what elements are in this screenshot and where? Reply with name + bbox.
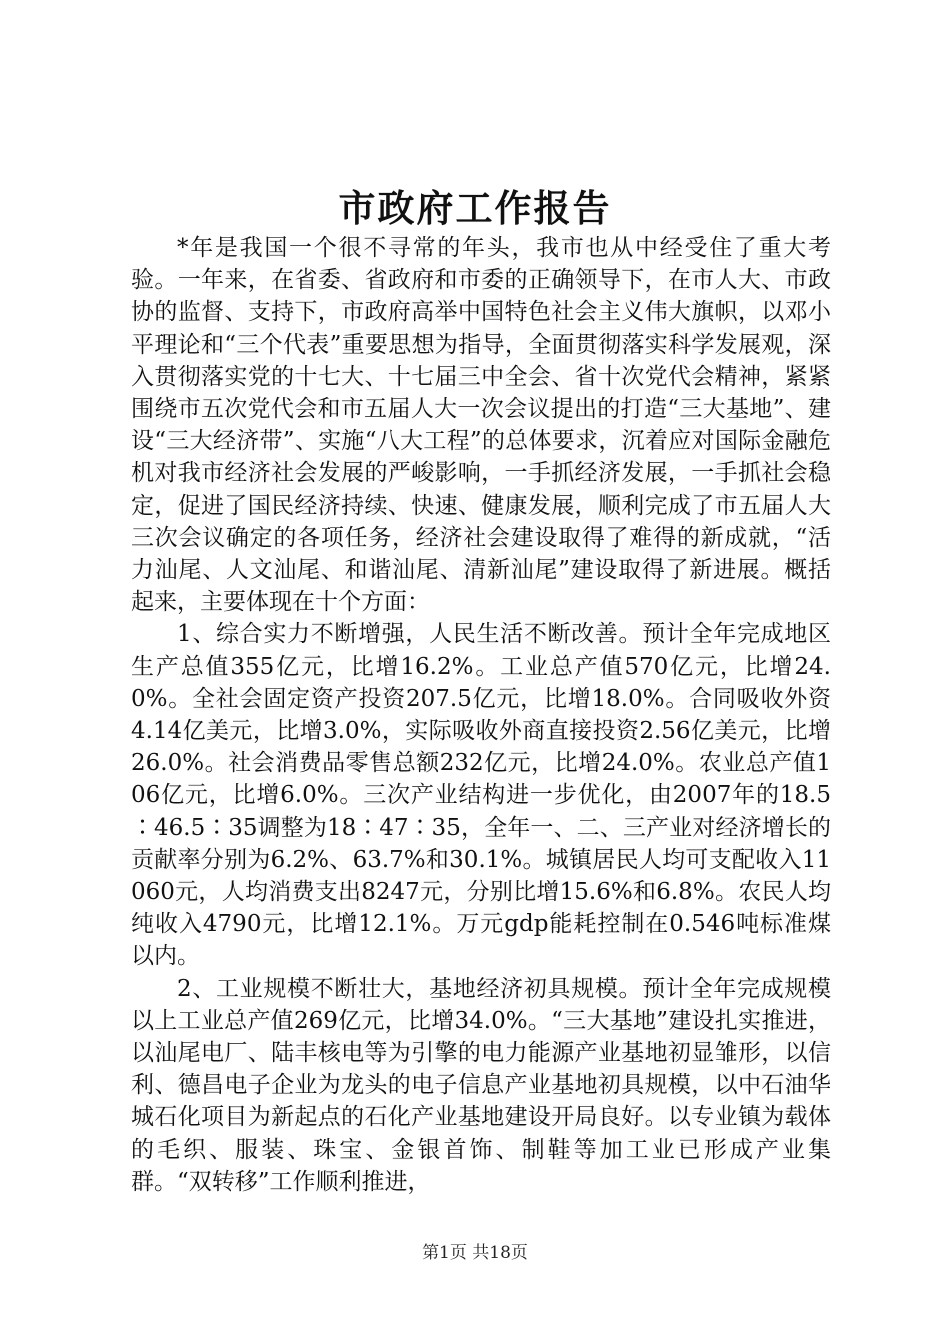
document-body	[131, 232, 831, 1198]
page-number-footer: 第1页 共18页	[422, 1243, 528, 1263]
document-title: 市政府工作报告	[338, 186, 612, 230]
paragraph-intro: *年是我国一个很不寻常的年头，我市也从中经受住了重大考验。一年来，在省委、省政府和市委的正确领导下，在市人大、市政协的监督、支持下，市政府高举中国特色社会主义伟大旗帜，以邓小平理论和“三个代表”重要思想为指导，全面贯彻落实科学发展观，深入贯彻落实党的十七大、十七届三中全会、省十次党代会精神，紧紧围绕市五次党代会和市五届人大一次会议提出的打造“三大基地”、建设“三大经济带”、实施“八大工程”的总体要求，沉着应对国际金融危机对我市经济社会发展的严峻影响，一手抓经济发展，一手抓社会稳定，促进了国民经济持续、快速、健康发展，顺利完成了市五届人大三次会议确定的各项任务，经济社会建设取得了难得的新成就，“活力汕尾、人文汕尾、和谐汕尾、清新汕尾”建设取得了新进展。概括起来，主要体现在十个方面：	[131, 235, 831, 616]
paragraph-section-2: 2、工业规模不断壮大，基地经济初具规模。预计全年完成规模以上工业总产值269亿元，比增34.0%。“三大基地”建设扎实推进，以汕尾电厂、陆丰核电等为引擎的电力能源产业基地初显雏形，以信利、德昌电子企业为龙头的电子信息产业基地初具规模，以中石油华城石化项目为新起点的石化产业基地建设开局良好。以专业镇为载体的毛织、服装、珠宝、金银首饰、制鞋等加工业已形成产业集群。“双转移”工作顺利推进，	[131, 975, 831, 1195]
paragraph-section-1: 1、综合实力不断增强，人民生活不断改善。预计全年完成地区生产总值355亿元，比增16.2%。工业总产值570亿元，比增24.0%。全社会固定资产投资207.5亿元，比增18.0%。合同吸收外资4.14亿美元，比增3.0%，实际吸收外商直接投资2.56亿美元，比增26.0%。社会消费品零售总额232亿元，比增24.0%。农业总产值106亿元，比增6.0%。三次产业结构进一步优化，由2007年的18.5∶46.5∶35调整为18∶47∶35，全年一、二、三产业对经济增长的贡献率分别为6.2%、63.7%和30.1%。城镇居民人均可支配收入11060元，人均消费支出8247元，分别比增15.6%和6.8%。农民人均纯收入4790元，比增12.1%。万元gdp能耗控制在0.546吨标准煤以内。	[131, 621, 831, 970]
